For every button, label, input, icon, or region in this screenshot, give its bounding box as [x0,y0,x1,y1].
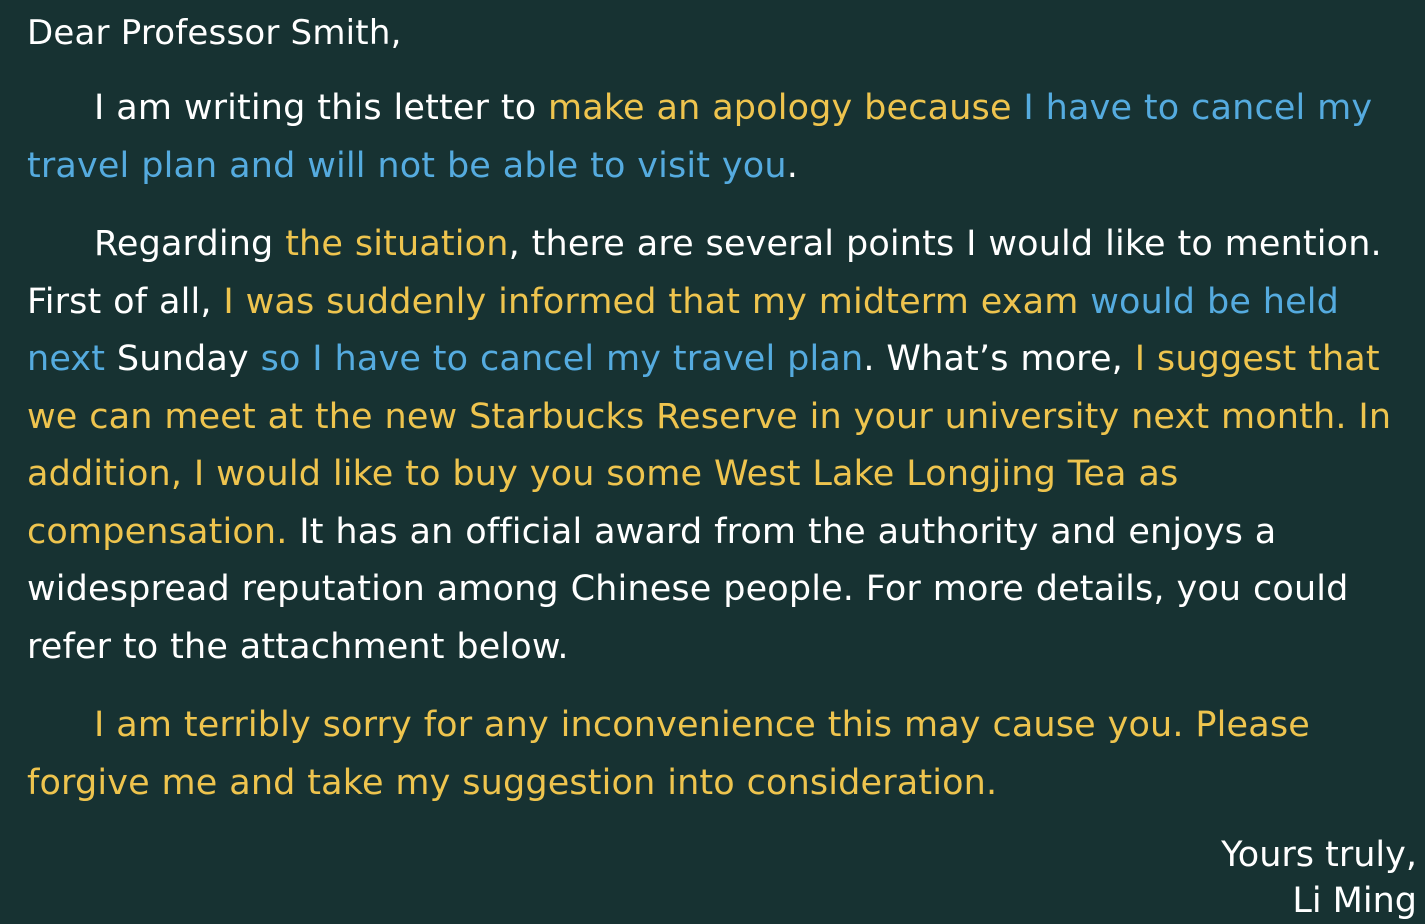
text-plain [1078,282,1090,322]
paragraph-1 [27,80,1415,195]
salutation: Dear Professor Smith, [27,13,402,53]
text-plain [1012,88,1024,128]
text-highlight-blue: I have to cancel my travel plan and will not be able to visit you [27,88,1373,186]
text-highlight-yellow: I suggest that we can meet at the new Starbucks Reserve in your university next month. In addition, I would like to buy you some West Lake Longjing Tea as compensation. [27,339,1392,552]
text-highlight-yellow: the situation [285,224,509,264]
text-plain: I am writing this letter to [94,88,549,128]
text-plain: . [786,145,798,186]
closing: Yours truly, [1221,835,1417,875]
paragraph-3 [27,697,1415,812]
text-plain: Regarding [94,224,286,264]
text-plain: . What’s more, [863,339,1135,379]
text-highlight-yellow: make an apology because [548,88,1012,128]
text-plain: It has an official award from the authority and enjoys a widespread reputation among Chinese people. For more details, you could refer to the attachment below. [27,511,1349,667]
text-highlight-yellow: I was suddenly informed that my midterm exam [223,281,1079,322]
text-plain: , there are several points I would like to mention. First of all, [27,224,1382,322]
text-highlight-blue: would be held next [27,281,1340,379]
text-highlight-blue: so I have to cancel my travel plan [260,339,864,379]
text-highlight-yellow: I am terribly sorry for any inconvenience this may cause you. Please forgive me and take my suggestion into consideration. [27,705,1310,803]
text-plain: Sunday [105,339,261,379]
paragraph-2 [27,216,1415,676]
signature: Li Ming [1292,881,1417,921]
